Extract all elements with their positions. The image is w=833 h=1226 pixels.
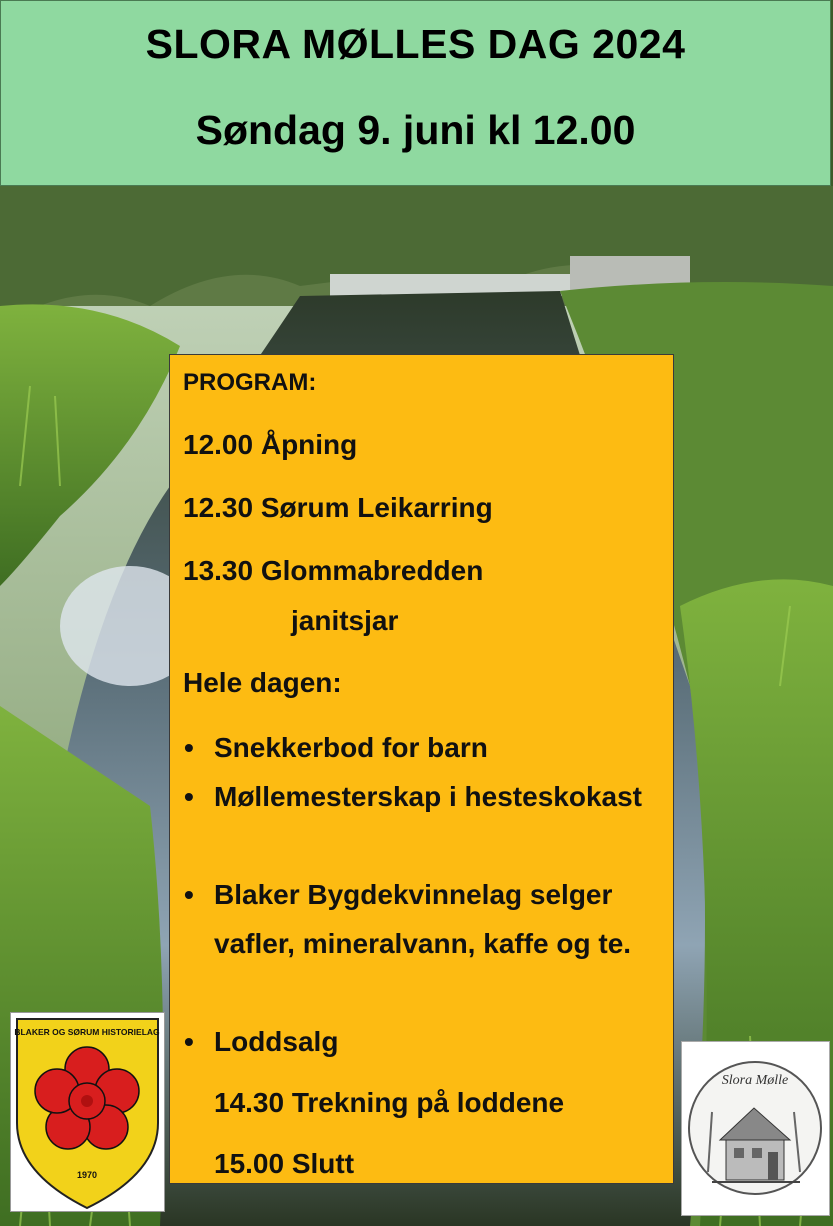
- historielag-logo: [10, 1012, 165, 1212]
- event-date: Søndag 9. juni kl 12.00: [195, 107, 636, 153]
- slora-molle-text: Slora Mølle: [721, 1073, 789, 1088]
- historielag-year: 1970: [76, 1170, 98, 1180]
- list-item: • Møllemesterskap i hesteskokast: [214, 772, 654, 821]
- end-time: 15.00 Slutt: [214, 1148, 355, 1179]
- program-item-continuation: janitsjar: [291, 605, 399, 636]
- list-item: • Snekkerbod for barn: [214, 723, 654, 772]
- draw-time: 14.30 Trekning på loddene: [214, 1087, 565, 1118]
- list-item: • Blaker Bygdekvinnelag selger vafler, mineralvann, kaffe og te.: [214, 870, 654, 968]
- list-item: • Loddsalg: [214, 1017, 654, 1066]
- poster-header: [0, 0, 831, 186]
- red-rose-shield-icon: [11, 1013, 164, 1211]
- slora-molle-logo: [681, 1041, 830, 1216]
- program-item: 12.30 Sørum Leikarring: [183, 492, 493, 523]
- program-item: 13.30 Glommabredden: [183, 555, 484, 586]
- program-heading: PROGRAM:: [183, 369, 317, 396]
- program-item: 12.00 Åpning: [183, 429, 358, 460]
- historielag-name: BLAKER OG SØRUM HISTORIELAG: [14, 1027, 160, 1037]
- all-day-heading: Hele dagen:: [183, 667, 342, 698]
- program-panel: [169, 354, 674, 1184]
- mill-building-icon: [682, 1042, 829, 1215]
- event-title: SLORA MØLLES DAG 2024: [145, 21, 686, 67]
